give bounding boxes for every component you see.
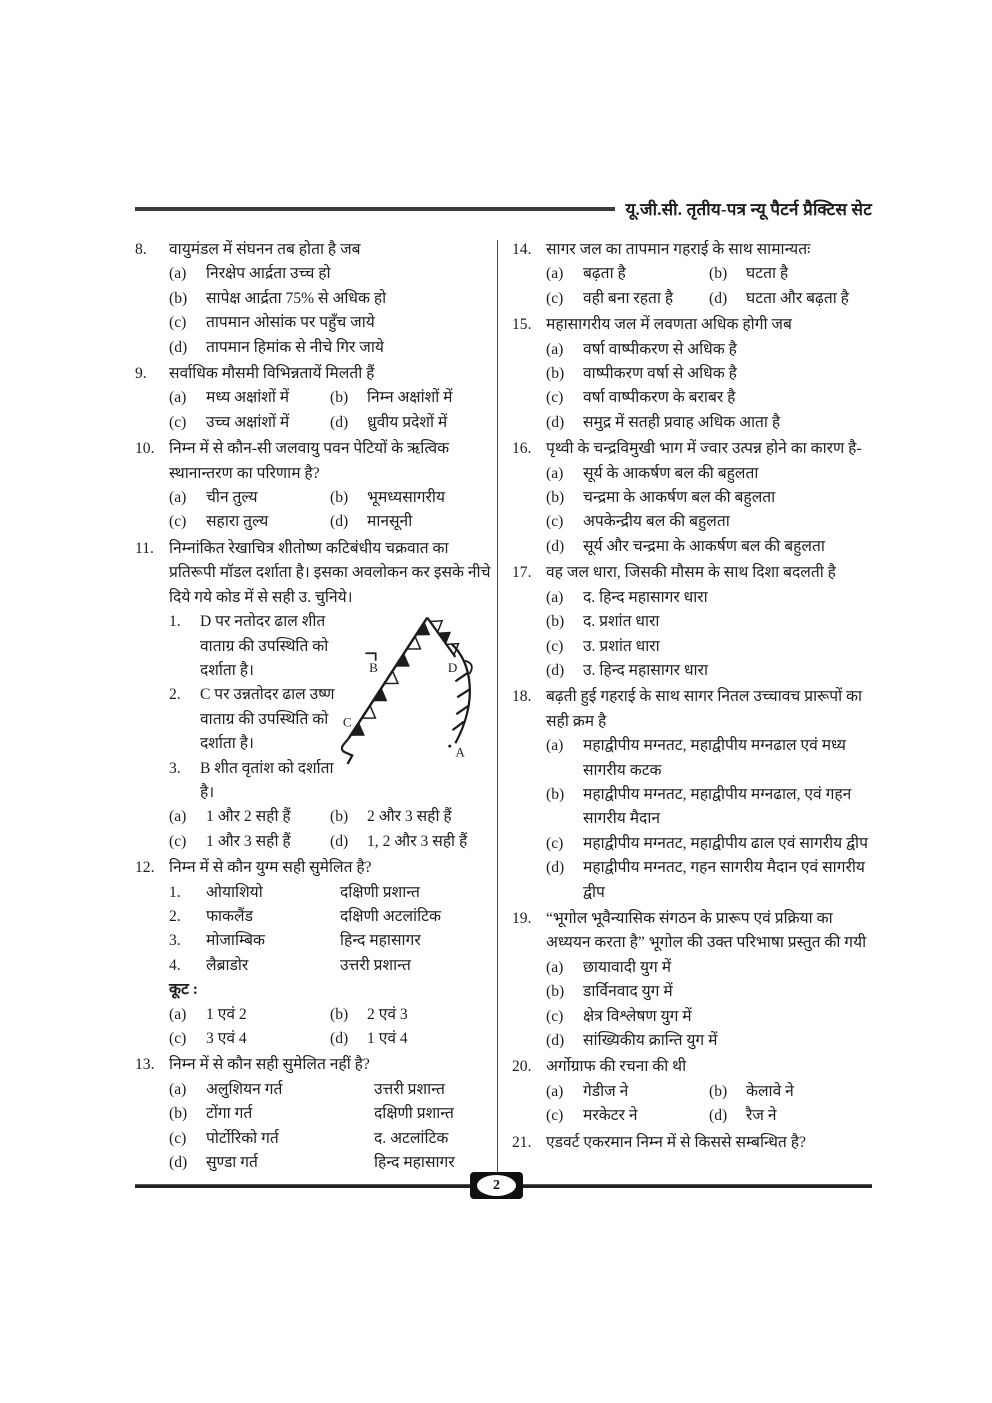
- option: [546, 510, 872, 534]
- option-text: अलुशियन गर्त: [206, 1080, 283, 1098]
- option: [546, 832, 872, 856]
- question: [512, 907, 872, 1053]
- option-match: उत्तरी प्रशान्त: [374, 1080, 445, 1098]
- option: [330, 411, 491, 435]
- option: [546, 411, 872, 435]
- question-stem: एडवर्ट एकरमान निम्न में से किससे सम्बन्धित है?: [546, 1133, 806, 1151]
- question-number: 17.: [512, 564, 532, 582]
- question-stem: निम्नांकित रेखाचित्र शीतोष्ण कटिबंधीय चक्रवात का प्रतिरूपी मॉडल दर्शाता है। इसका अवलोकन कर इसके नीचे दिये गये कोड में से सही उ. चुनिये।: [169, 539, 491, 606]
- option-label: (b): [330, 489, 349, 507]
- header-rule: [135, 207, 615, 211]
- question: [512, 238, 872, 311]
- option: [169, 1127, 491, 1151]
- option: [546, 462, 872, 486]
- option-label: (c): [546, 389, 564, 407]
- option-label: (c): [546, 289, 564, 307]
- question: [135, 856, 491, 1051]
- option-text: 1 और 2 सही हैं: [206, 808, 291, 826]
- question-number: 18.: [512, 688, 532, 706]
- option: [546, 586, 872, 610]
- option-label: (c): [546, 637, 564, 655]
- option-text: सूर्य के आकर्षण बल की बहुलता: [583, 464, 759, 482]
- option-label: (b): [330, 1005, 349, 1023]
- option-text: सांख्यिकीय क्रान्ति युग में: [583, 1032, 718, 1049]
- option-label: (a): [546, 737, 564, 755]
- option: [169, 1078, 491, 1102]
- option: [546, 734, 872, 783]
- option: [546, 1029, 872, 1053]
- option-text: मरकेटर ने: [583, 1107, 638, 1125]
- statement-row: [169, 610, 335, 683]
- option-label: (b): [546, 983, 565, 1001]
- question-number: 9.: [135, 365, 147, 383]
- option-text: रैज ने: [746, 1107, 777, 1125]
- pair-item: मोजाम्बिक: [206, 932, 265, 950]
- option: [546, 535, 872, 559]
- match-pair-row: [169, 905, 491, 929]
- pair-item: ओयाशियो: [206, 883, 263, 901]
- option-label: (a): [169, 265, 187, 283]
- option-text: महाद्वीपीय मग्नतट, महाद्वीपीय मग्नढाल एवं मध्य सागरीय कटक: [583, 737, 846, 779]
- statement-text: B शीत वृतांश को दर्शाता है।: [200, 759, 334, 801]
- option: [546, 783, 872, 832]
- question-stem: निम्न में से कौन सही सुमेलित नहीं है?: [169, 1056, 370, 1074]
- option-label: (c): [169, 513, 187, 531]
- option: [330, 386, 491, 410]
- option-match: दक्षिणी प्रशान्त: [374, 1105, 454, 1123]
- option-label: (d): [330, 513, 349, 531]
- question-stem: सर्वाधिक मौसमी विभिन्नतायें मिलती हैं: [169, 365, 375, 383]
- option: [169, 386, 330, 410]
- statement-row: [169, 757, 335, 806]
- pair-match: उत्तरी प्रशान्त: [340, 956, 411, 974]
- question: [135, 362, 491, 435]
- option-label: (a): [546, 958, 564, 976]
- options-group: [169, 486, 491, 535]
- option-text: समुद्र में सतही प्रवाह अधिक आता है: [583, 413, 781, 431]
- cyclone-model-diagram: [341, 612, 491, 767]
- options-group: [169, 386, 491, 435]
- question-stem: वह जल धारा, जिसकी मौसम के साथ दिशा बदलती है: [546, 564, 836, 582]
- option-text: निम्न अक्षांशों में: [367, 389, 453, 407]
- option: [169, 486, 330, 510]
- match-pair-row: [169, 929, 491, 953]
- option-text: बढ़ता है: [583, 265, 626, 283]
- question-number: 13.: [135, 1056, 155, 1074]
- question: [512, 1131, 872, 1155]
- question-stem: बढ़ती हुई गहराई के साथ सागर नितल उच्चावच प्रारूपों का सही क्रम है: [546, 688, 863, 730]
- question: [512, 437, 872, 559]
- option-label: (b): [709, 1082, 728, 1100]
- statement-number: 2.: [169, 686, 181, 704]
- page-title: यू.जी.सी. तृतीय-पत्र न्यू पैटर्न प्रैक्टिस सेट: [625, 200, 872, 219]
- option-label: (a): [169, 1005, 187, 1023]
- option-label: (b): [546, 365, 565, 383]
- option-label: (c): [546, 834, 564, 852]
- option-text: निरक्षेप आर्द्रता उच्च हो: [206, 265, 331, 283]
- option: [709, 287, 872, 311]
- option-label: (d): [330, 832, 349, 850]
- option-label: (d): [709, 289, 728, 307]
- pair-match: दक्षिणी प्रशान्त: [340, 883, 420, 901]
- option: [169, 336, 491, 360]
- option-text: 2 एवं 3: [367, 1005, 408, 1023]
- question: [135, 437, 491, 535]
- option-label: (d): [709, 1107, 728, 1125]
- option: [169, 805, 330, 829]
- option-text: वर्षा वाष्पीकरण से अधिक है: [583, 340, 737, 358]
- question: [512, 685, 872, 905]
- code-label: कूट :: [169, 981, 198, 999]
- option-label: (a): [169, 489, 187, 507]
- question-number: 20.: [512, 1058, 532, 1076]
- question-body: [546, 313, 872, 435]
- option: [546, 262, 709, 286]
- question-number: 14.: [512, 241, 532, 258]
- option-text: ध्रुवीय प्रदेशों में: [367, 413, 448, 431]
- option: [330, 1027, 491, 1051]
- option-text: सापेक्ष आर्द्रता 75% से अधिक हो: [206, 289, 387, 307]
- pair-item: लैब्राडोर: [206, 956, 249, 974]
- question-stem: “भूगोल भूवैन्यासिक संगठन के प्रारूप एवं प्रक्रिया का अध्ययन करता है” भूगोल की उक्त परिभाषा प्रस्तुत की गयी: [546, 909, 867, 952]
- question: [135, 537, 491, 854]
- option-label: (c): [169, 314, 187, 332]
- option-text: महाद्वीपीय मग्नतट, महाद्वीपीय ढाल एवं सागरीय द्वीप: [583, 834, 868, 852]
- question: [512, 313, 872, 435]
- pair-number: 3.: [169, 932, 181, 950]
- option: [546, 1080, 709, 1104]
- option-text: उ. हिन्द महासागर धारा: [583, 661, 708, 679]
- option-label: (b): [709, 265, 728, 283]
- option-text: वाष्पीकरण वर्षा से अधिक है: [583, 365, 737, 383]
- question-body: [169, 1053, 491, 1175]
- pair-number: 1.: [169, 883, 181, 901]
- option-text: अपकेन्द्रीय बल की बहुलता: [583, 513, 730, 531]
- question: [135, 1053, 491, 1175]
- page-header: [135, 197, 872, 220]
- option-label: (d): [546, 661, 565, 679]
- pair-match: हिन्द महासागर: [340, 932, 421, 950]
- option-text: पोर्टोरिको गर्त: [206, 1129, 279, 1147]
- option-match: द. अटलांटिक: [374, 1129, 449, 1147]
- question-number: 8.: [135, 241, 147, 258]
- option: [546, 610, 872, 634]
- option-label: (a): [546, 464, 564, 482]
- page-number: 2: [493, 1177, 500, 1193]
- option-text: चीन तुल्य: [206, 489, 258, 507]
- column-divider: [497, 240, 498, 1172]
- option: [169, 1102, 491, 1126]
- question: [512, 561, 872, 683]
- option-label: (a): [546, 340, 564, 358]
- question-body: [169, 856, 491, 1051]
- question-stem: पृथ्वी के चन्द्रविमुखी भाग में ज्वार उत्पन्न होने का कारण है-: [546, 440, 862, 458]
- option: [546, 362, 872, 386]
- page-number-badge: [470, 1172, 523, 1199]
- options-group: [546, 956, 872, 1054]
- option-text: चन्द्रमा के आकर्षण बल की बहुलता: [583, 489, 776, 507]
- question-stem: सागर जल का तापमान गहराई के साथ सामान्यतः: [546, 241, 811, 258]
- match-pair-row: [169, 881, 491, 905]
- option-label: (b): [169, 1105, 188, 1123]
- option-text: द. हिन्द महासागर धारा: [583, 588, 708, 606]
- diagram-label-a: A: [455, 744, 465, 760]
- question-number: 10.: [135, 440, 155, 458]
- option-text: महाद्वीपीय मग्नतट, महाद्वीपीय मग्नढाल, एवं गहन सागरीय मैदान: [583, 785, 852, 828]
- options-group: [169, 1003, 491, 1052]
- question-number: 19.: [512, 909, 532, 927]
- pair-number: 2.: [169, 907, 181, 925]
- option-match: हिन्द महासागर: [374, 1154, 455, 1172]
- option: [546, 386, 872, 410]
- option-label: (b): [169, 289, 188, 307]
- option-text: घटता और बढ़ता है: [746, 289, 849, 307]
- left-column: [135, 238, 491, 1177]
- question-body: [546, 238, 872, 311]
- option-text: क्षेत्र विश्लेषण युग में: [583, 1007, 692, 1025]
- option-label: (b): [546, 785, 565, 803]
- page-number-ellipse: [477, 1175, 516, 1196]
- statement-text: D पर नतोदर ढाल शीत वाताग्र की उपस्थिति को दर्शाता है।: [200, 613, 329, 679]
- option: [169, 1027, 330, 1051]
- option: [169, 1003, 330, 1027]
- question-body: [169, 362, 491, 435]
- question-stem: निम्न में से कौन युग्म सही सुमेलित है?: [169, 859, 372, 877]
- statement-number: 1.: [169, 613, 181, 631]
- question-number: 15.: [512, 316, 532, 334]
- option-label: (d): [546, 413, 565, 431]
- cyclone-model-svg: [341, 612, 491, 767]
- options-group: [546, 1080, 872, 1129]
- question-number: 21.: [512, 1133, 532, 1151]
- question-body: [546, 1055, 872, 1128]
- option-text: तापमान हिमांक से नीचे गिर जाये: [206, 338, 384, 356]
- option-label: (d): [330, 413, 349, 431]
- option-label: (a): [169, 808, 187, 826]
- question: [512, 1055, 872, 1128]
- question-number: 11.: [135, 539, 154, 557]
- question: [135, 238, 491, 360]
- options-group: [546, 734, 872, 905]
- pair-item: फाकलैंड: [206, 907, 253, 925]
- pair-match: दक्षिणी अटलांटिक: [340, 907, 441, 925]
- diagram-label-d: D: [447, 660, 458, 676]
- option: [546, 338, 872, 362]
- option: [169, 830, 330, 854]
- option-label: (a): [169, 389, 187, 407]
- question-body: [546, 1131, 872, 1155]
- options-group: [169, 805, 491, 854]
- option-text: मानसूनी: [367, 513, 413, 531]
- option-text: उ. प्रशांत धारा: [583, 637, 660, 655]
- option: [330, 486, 491, 510]
- right-column: [512, 238, 872, 1157]
- option-text: डार्विनवाद युग में: [583, 983, 673, 1001]
- option-label: (d): [546, 537, 565, 555]
- option-label: (d): [169, 338, 188, 356]
- diagram-label-c: C: [342, 714, 352, 730]
- option: [546, 956, 872, 980]
- option-label: (d): [330, 1030, 349, 1047]
- option-text: टोंगा गर्त: [206, 1105, 253, 1123]
- option-text: महाद्वीपीय मग्नतट, गहन सागरीय मैदान एवं सागरीय द्वीप: [583, 859, 865, 901]
- option-label: (b): [546, 613, 565, 631]
- options-group: [546, 462, 872, 560]
- option-text: उच्च अक्षांशों में: [206, 413, 290, 431]
- option-text: तापमान ओसांक पर पहुँच जाये: [206, 314, 375, 332]
- match-pair-row: [169, 954, 491, 978]
- option-label: (b): [330, 389, 349, 407]
- option: [330, 510, 491, 534]
- question-body: [169, 437, 491, 535]
- option: [546, 659, 872, 683]
- question-body: [546, 561, 872, 683]
- option-label: (d): [546, 859, 565, 877]
- option-text: घटता है: [746, 265, 789, 283]
- option-label: (a): [169, 1080, 187, 1098]
- option-label: (a): [546, 1082, 564, 1100]
- statement-text: C पर उन्नतोदर ढाल उष्ण वाताग्र की उपस्थिति को दर्शाता है।: [200, 686, 335, 753]
- options-group: [546, 586, 872, 684]
- option: [546, 1005, 872, 1029]
- option: [546, 635, 872, 659]
- statement-number: 3.: [169, 759, 181, 777]
- option: [546, 856, 872, 905]
- question-body: [169, 238, 491, 360]
- option-label: (b): [330, 808, 349, 826]
- option: [709, 1104, 872, 1128]
- option: [169, 411, 330, 435]
- option: [546, 287, 709, 311]
- option-label: (c): [169, 1030, 187, 1047]
- option-label: (a): [546, 588, 564, 606]
- option: [169, 510, 330, 534]
- option: [330, 1003, 491, 1027]
- option-text: 2 और 3 सही हैं: [367, 808, 452, 826]
- options-group: [169, 1078, 491, 1176]
- question-number: 12.: [135, 859, 155, 877]
- option-label: (c): [546, 1007, 564, 1025]
- option-label: (d): [169, 1154, 188, 1172]
- option-text: 1 एवं 2: [206, 1005, 247, 1023]
- option: [546, 486, 872, 510]
- option: [709, 1080, 872, 1104]
- option-label: (b): [546, 489, 565, 507]
- option: [169, 262, 491, 286]
- option-text: सुण्डा गर्त: [206, 1154, 258, 1172]
- option-label: (c): [169, 1129, 187, 1147]
- option-label: (c): [169, 832, 187, 850]
- option-text: 1 एवं 4: [367, 1030, 408, 1047]
- option-text: सूर्य और चन्द्रमा के आकर्षण बल की बहुलता: [583, 537, 825, 555]
- option-text: वर्षा वाष्पीकरण के बराबर है: [583, 389, 736, 407]
- option-text: 1, 2 और 3 सही हैं: [367, 832, 468, 850]
- option: [169, 311, 491, 335]
- option: [169, 287, 491, 311]
- option-text: 1 और 3 सही हैं: [206, 832, 291, 850]
- option: [169, 1151, 491, 1175]
- option-label: (c): [546, 1107, 564, 1125]
- option: [546, 980, 872, 1004]
- question-stem: वायुमंडल में संघनन तब होता है जब: [169, 241, 361, 258]
- option-text: केलावे ने: [746, 1082, 794, 1100]
- question-body: [546, 437, 872, 559]
- option: [546, 1104, 709, 1128]
- option-label: (d): [546, 1032, 565, 1049]
- option-text: गेडीज ने: [583, 1082, 629, 1100]
- options-group: [169, 262, 491, 360]
- question-number: 16.: [512, 440, 532, 458]
- pair-number: 4.: [169, 956, 181, 974]
- option-text: मध्य अक्षांशों में: [206, 389, 290, 407]
- statement-row: [169, 683, 335, 756]
- option-label: (c): [169, 413, 187, 431]
- option-label: (a): [546, 265, 564, 283]
- question-body: [546, 907, 872, 1053]
- option-text: 3 एवं 4: [206, 1030, 247, 1047]
- options-group: [546, 262, 872, 311]
- option-text: छायावादी युग में: [583, 958, 672, 976]
- option-text: सहारा तुल्य: [206, 513, 269, 531]
- option: [330, 830, 491, 854]
- option-text: भूमध्यसागरीय: [367, 489, 446, 507]
- question-stem: अर्गोग्राफ की रचना की थी: [546, 1058, 687, 1076]
- option-label: (c): [546, 513, 564, 531]
- diagram-label-b: B: [369, 660, 378, 676]
- question-body: [546, 685, 872, 905]
- option: [709, 262, 872, 286]
- question-stem: महासागरीय जल में लवणता अधिक होगी जब: [546, 316, 792, 334]
- option-text: द. प्रशांत धारा: [583, 613, 660, 631]
- option-text: वही बना रहता है: [583, 289, 674, 307]
- question-stem: निम्न में से कौन-सी जलवायु पवन पेटियों के ऋत्विक स्थानान्तरण का परिणाम है?: [169, 440, 450, 482]
- option: [330, 805, 491, 829]
- options-group: [546, 338, 872, 436]
- question-body: [169, 537, 491, 854]
